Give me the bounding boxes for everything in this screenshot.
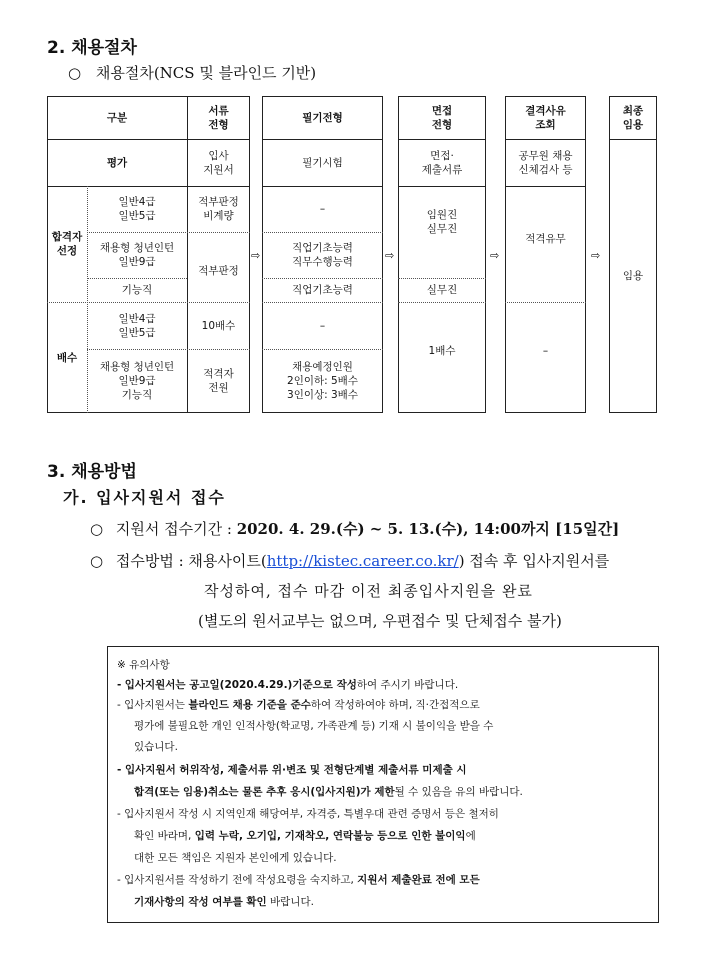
pass-row1-written: – [319, 203, 326, 215]
arrow-right-icon: ⇨ [385, 249, 395, 262]
header-written: 필기전형 [302, 111, 343, 124]
notice-item-4-line-3: 대한 모든 책임은 지원자 본인에게 있습니다. [134, 852, 337, 864]
period-value: 2020. 4. 29.(수) ~ 5. 13.(수), 14:00까지 [15일간] [236, 520, 620, 538]
bullet-mark: ○ [90, 520, 104, 538]
header-doc-screening: 서류 전형 [208, 104, 229, 131]
notice-item-2-line-2: 평가에 불필요한 개인 인적사항(학교명, 가족관계 등) 기재 시 불이익을 받을 수 [134, 720, 494, 732]
pass-row2-written: 직업기초능력 직무수행능력 [292, 242, 353, 268]
notice-item-1: - 입사지원서는 공고일(2020.4.29.)기준으로 작성하여 주시기 바랍니다. [117, 679, 459, 691]
notice-item-5: - 입사지원서를 작성하기 전에 작성요령을 숙지하고, 지원서 제출완료 전에 모든 [117, 874, 480, 886]
header-disqualification: 결격사유 조회 [525, 104, 566, 131]
notice-item-2-line-3: 있습니다. [134, 741, 178, 753]
final-appointment: 임용 [622, 270, 644, 282]
section-3-subtitle: 가. 입사지원서 접수 [63, 488, 226, 507]
header-interview: 면접 전형 [431, 104, 453, 131]
mult-row1-doc: 10배수 [201, 319, 236, 332]
period-label: 지원서 접수기간 : [115, 520, 232, 538]
eval-doc: 입사 지원서 [203, 149, 234, 176]
section-3-title: 3. 채용방법 [47, 462, 137, 482]
period-line [90, 518, 619, 539]
eval-disqualification: 공무원 채용 신체검사 등 [518, 149, 573, 176]
career-site-link[interactable]: http://kistec.career.co.kr/ [266, 552, 459, 570]
notice-header: ※ 유의사항 [117, 659, 170, 671]
row-label-eval: 평가 [106, 156, 128, 169]
mult-row2-written: 채용예정인원 2인이하: 5배수 3인이상: 3배수 [287, 361, 358, 401]
method-line-1 [90, 550, 609, 571]
mult-interview: 1배수 [428, 344, 456, 357]
pass-row3-interview: 실무진 [426, 284, 458, 296]
section-2-bullet [68, 62, 316, 83]
arrow-right-icon: ⇨ [490, 249, 500, 262]
header-gubun: 구분 [106, 111, 128, 124]
pass-row2-type: 채용형 청년인턴 일반9급 [99, 242, 175, 268]
header-final: 최종 임용 [622, 104, 644, 131]
method-after: ) 접속 후 입사지원서를 [458, 552, 610, 570]
mult-disqualification: – [542, 344, 549, 357]
mult-row2-type: 채용형 청년인턴 일반9급 기능직 [99, 361, 175, 401]
pass-row2-doc: 적부판정 [198, 265, 239, 277]
mult-row1-type: 일반4급 일반5급 [118, 312, 156, 339]
notice-item-4-line-2: 확인 바라며, 입력 누락, 오기입, 기재착오, 연락불능 등으로 인한 불이익에 [134, 830, 476, 842]
method-line-2: 작성하여, 접수 마감 이전 최종입사지원을 완료 [204, 582, 533, 600]
notice-item-2: - 입사지원서는 블라인드 채용 기준을 준수하여 작성하여야 하며, 직·간접적으로 [117, 699, 480, 711]
notice-item-3: - 입사지원서 허위작성, 제출서류 위·변조 및 전형단계별 제출서류 미제출 시 [117, 764, 467, 776]
section-2-title: 2. 채용절차 [47, 38, 137, 58]
arrow-right-icon: ⇨ [591, 249, 601, 262]
notice-item-5-line-2: 기재사항의 작성 여부를 확인 바랍니다. [134, 896, 314, 908]
bullet-mark: ○ [68, 64, 82, 82]
section-2-bullet-text: 채용절차(NCS 및 블라인드 기반) [95, 64, 317, 82]
pass-row3-written: 직업기초능력 [292, 284, 353, 296]
arrow-right-icon: ⇨ [251, 249, 261, 262]
mult-row2-doc: 적격자 전원 [203, 368, 234, 394]
eval-interview: 면접· 제출서류 [421, 149, 463, 176]
pass-row3-type: 기능직 [121, 284, 153, 296]
pass-disqualification: 적격유무 [525, 233, 566, 245]
row-label-multiple: 배수 [56, 351, 78, 364]
eval-written: 필기시험 [302, 156, 343, 169]
notice-item-3-line-2: 합격(또는 임용)취소는 물론 추후 응시(입사지원)가 제한될 수 있음을 유의 바랍니다. [134, 786, 523, 798]
method-label: 접수방법 : 채용사이트( [115, 552, 267, 570]
mult-row1-written: – [319, 319, 326, 332]
pass-row12-interview: 임원진 실무진 [426, 209, 458, 235]
method-line-3: (별도의 원서교부는 없으며, 우편접수 및 단체접수 불가) [198, 612, 562, 630]
pass-row1-doc: 적부판정 비계량 [198, 196, 239, 222]
notice-item-4: - 입사지원서 작성 시 지역인재 해당여부, 자격증, 특별우대 관련 증명서 등은 철저히 [117, 808, 499, 820]
row-label-pass: 합격자 선정 [51, 231, 83, 257]
bullet-mark: ○ [90, 552, 104, 570]
pass-row1-type: 일반4급 일반5급 [118, 196, 156, 222]
